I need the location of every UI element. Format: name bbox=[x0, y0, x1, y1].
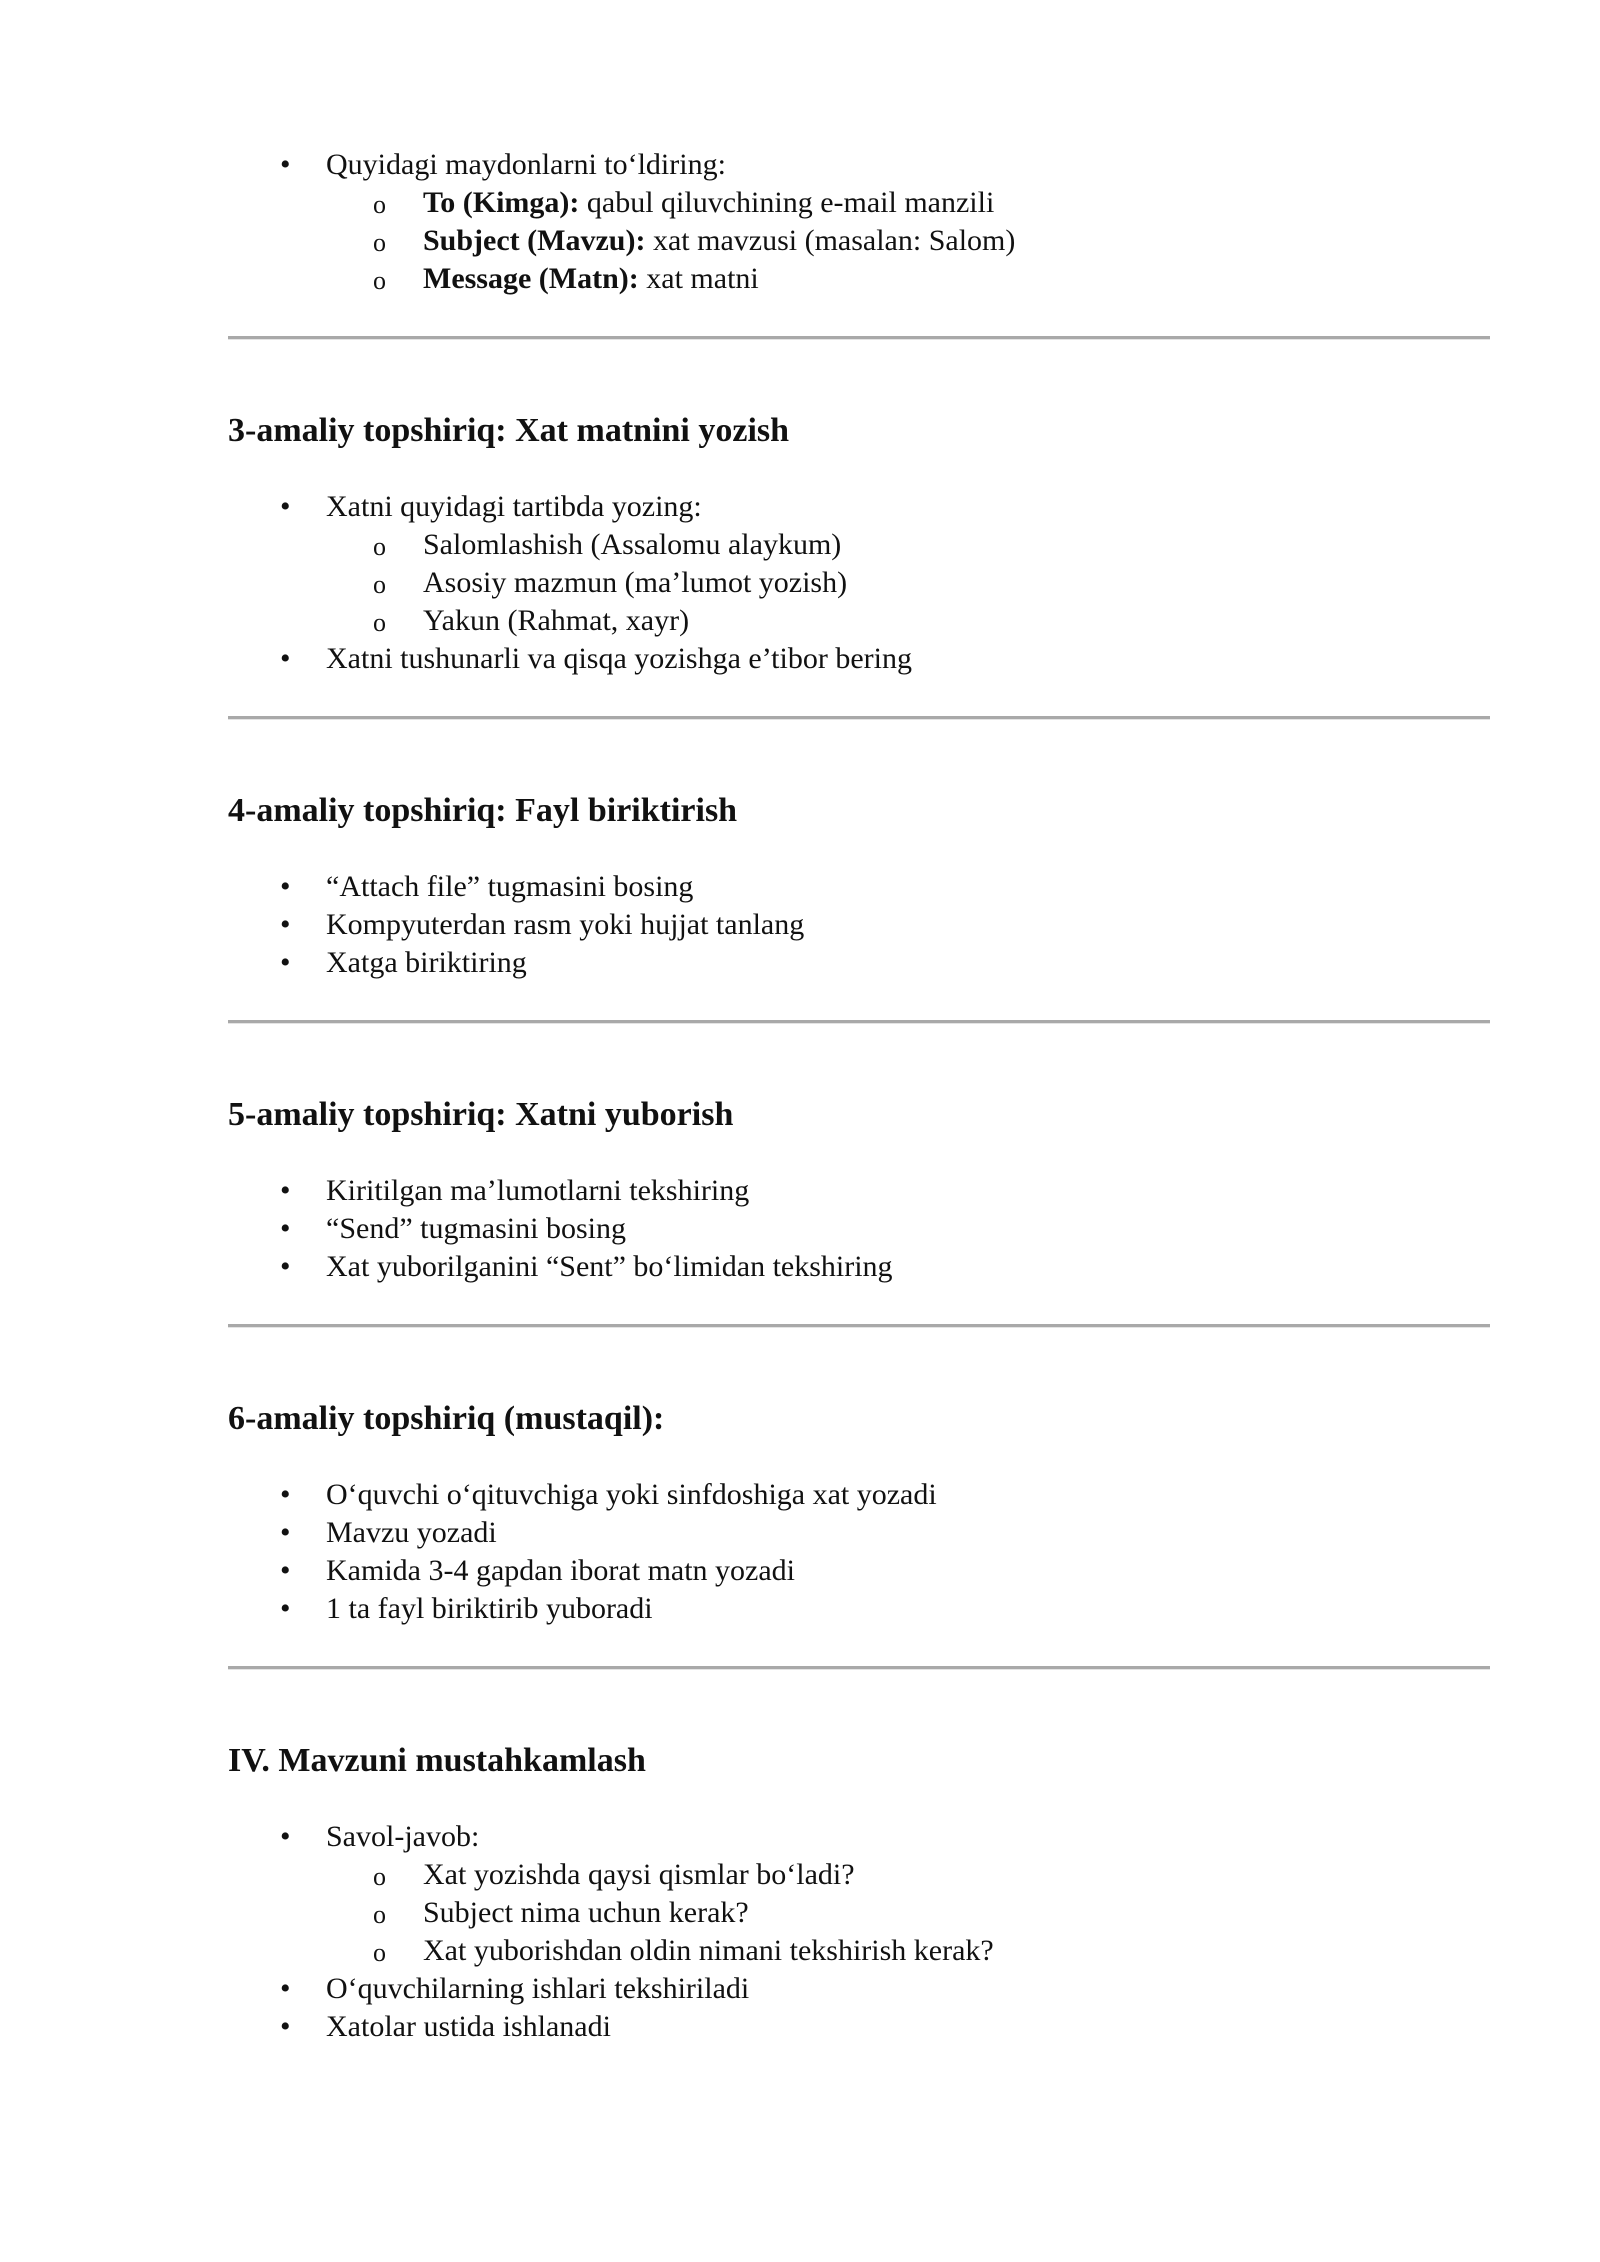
sub-bullet: o bbox=[373, 228, 386, 257]
list-item bbox=[228, 640, 1490, 678]
sub-item bbox=[326, 1894, 1490, 1932]
list-item-text: O‘quvchilarning ishlari tekshiriladi bbox=[326, 1972, 750, 2005]
section-list bbox=[228, 868, 1490, 982]
separator-wrap bbox=[228, 1286, 1490, 1328]
list-item-text: “Attach file” tugmasini bosing bbox=[326, 870, 694, 903]
sub-item-text: Asosiy mazmun (ma’lumot yozish) bbox=[423, 566, 848, 599]
list-item-text: Xatga biriktiring bbox=[326, 946, 527, 979]
section-6 bbox=[228, 1328, 1490, 1628]
list-item-text: Quyidagi maydonlarni to‘ldiring: bbox=[326, 148, 726, 181]
bullet: • bbox=[280, 870, 291, 903]
field-label: To (Kimga): bbox=[423, 186, 580, 219]
section-list bbox=[228, 1818, 1490, 2046]
sub-item-text: Xat yuborishdan oldin nimani tekshirish kerak? bbox=[423, 1934, 994, 1967]
sub-item-text: Salomlashish (Assalomu alaykum) bbox=[423, 528, 842, 561]
field-item bbox=[326, 184, 1490, 222]
sub-list bbox=[326, 526, 1490, 640]
section-title: 3-amaliy topshiriq: Xat matnini yozish bbox=[228, 412, 790, 449]
bullet: • bbox=[280, 1478, 291, 1511]
field-list bbox=[326, 184, 1490, 298]
field-text: qabul qiluvchining e-mail manzili bbox=[579, 186, 995, 219]
section-list bbox=[228, 488, 1490, 678]
bullet: • bbox=[280, 946, 291, 979]
bullet: • bbox=[280, 1972, 291, 2005]
bullet: • bbox=[280, 148, 291, 181]
sub-item-text: Subject nima uchun kerak? bbox=[423, 1896, 749, 1929]
bullet: • bbox=[280, 1592, 291, 1625]
bullet: • bbox=[280, 1554, 291, 1587]
separator-wrap bbox=[228, 1628, 1490, 1670]
list-item bbox=[228, 1552, 1490, 1590]
intro-list bbox=[228, 146, 1490, 298]
section-list bbox=[228, 1172, 1490, 1286]
list-item bbox=[228, 1476, 1490, 1514]
sub-bullet: o bbox=[373, 570, 386, 599]
list-item-text: 1 ta fayl biriktirib yuboradi bbox=[326, 1592, 653, 1625]
section-title: 5-amaliy topshiriq: Xatni yuborish bbox=[228, 1096, 734, 1133]
sub-bullet: o bbox=[373, 190, 386, 219]
section-5 bbox=[228, 1024, 1490, 1286]
field-label: Message (Matn): bbox=[423, 262, 639, 295]
list-item-text: Kamida 3-4 gapdan iborat matn yozadi bbox=[326, 1554, 796, 1587]
section-list bbox=[228, 1476, 1490, 1628]
list-item bbox=[228, 146, 1490, 298]
list-item-text: Mavzu yozadi bbox=[326, 1516, 497, 1549]
bullet: • bbox=[280, 642, 291, 675]
bullet: • bbox=[280, 1174, 291, 1207]
field-label: Subject (Mavzu): bbox=[423, 224, 646, 257]
list-item bbox=[228, 488, 1490, 640]
sub-item bbox=[326, 602, 1490, 640]
sub-bullet: o bbox=[373, 1900, 386, 1929]
section-title: 4-amaliy topshiriq: Fayl biriktirish bbox=[228, 792, 738, 829]
bullet: • bbox=[280, 2010, 291, 2043]
sub-item-text: Xat yozishda qaysi qismlar bo‘ladi? bbox=[423, 1858, 855, 1891]
list-item-text: O‘quvchi o‘qituvchiga yoki sinfdoshiga xat yozadi bbox=[326, 1478, 937, 1511]
sub-bullet: o bbox=[373, 1938, 386, 1967]
section-iv bbox=[228, 1670, 1490, 2046]
bullet: • bbox=[280, 1820, 291, 1853]
list-item bbox=[228, 1590, 1490, 1628]
list-item bbox=[228, 1172, 1490, 1210]
sub-item bbox=[326, 1932, 1490, 1970]
list-item bbox=[228, 1248, 1490, 1286]
list-item bbox=[228, 2008, 1490, 2046]
bullet: • bbox=[280, 1250, 291, 1283]
bullet: • bbox=[280, 490, 291, 523]
bullet: • bbox=[280, 1516, 291, 1549]
list-item-text: Savol-javob: bbox=[326, 1820, 480, 1853]
field-item bbox=[326, 260, 1490, 298]
list-item bbox=[228, 1818, 1490, 1970]
list-item bbox=[228, 1210, 1490, 1248]
list-item-text: Xatni tushunarli va qisqa yozishga e’tibor bering bbox=[326, 642, 912, 675]
list-item bbox=[228, 1514, 1490, 1552]
document-content bbox=[228, 146, 1490, 2046]
list-item-text: Xat yuborilganini “Sent” bo‘limidan tekshiring bbox=[326, 1250, 893, 1283]
section-3 bbox=[228, 340, 1490, 678]
separator-wrap bbox=[228, 298, 1490, 340]
list-item bbox=[228, 1970, 1490, 2008]
list-item-text: Xatolar ustida ishlanadi bbox=[326, 2010, 611, 2043]
sub-item-text: Yakun (Rahmat, xayr) bbox=[423, 604, 690, 637]
list-item bbox=[228, 868, 1490, 906]
field-text: xat matni bbox=[638, 262, 759, 295]
sub-bullet: o bbox=[373, 266, 386, 295]
sub-bullet: o bbox=[373, 532, 386, 561]
sub-bullet: o bbox=[373, 1862, 386, 1891]
field-text: xat mavzusi (masalan: Salom) bbox=[645, 224, 1016, 257]
sub-item bbox=[326, 564, 1490, 602]
bullet: • bbox=[280, 1212, 291, 1245]
sub-bullet: o bbox=[373, 608, 386, 637]
separator-wrap bbox=[228, 678, 1490, 720]
list-item-text: Xatni quyidagi tartibda yozing: bbox=[326, 490, 702, 523]
section-title: IV. Mavzuni mustahkamlash bbox=[228, 1742, 646, 1779]
sub-item bbox=[326, 1856, 1490, 1894]
section-4 bbox=[228, 720, 1490, 982]
list-item-text: Kompyuterdan rasm yoki hujjat tanlang bbox=[326, 908, 805, 941]
sub-list bbox=[326, 1856, 1490, 1970]
list-item-text: Kiritilgan ma’lumotlarni tekshiring bbox=[326, 1174, 750, 1207]
list-item bbox=[228, 944, 1490, 982]
section-title: 6-amaliy topshiriq (mustaqil): bbox=[228, 1400, 665, 1437]
separator-wrap bbox=[228, 982, 1490, 1024]
list-item-text: “Send” tugmasini bosing bbox=[326, 1212, 626, 1245]
sub-item bbox=[326, 526, 1490, 564]
bullet: • bbox=[280, 908, 291, 941]
list-item bbox=[228, 906, 1490, 944]
field-item bbox=[326, 222, 1490, 260]
